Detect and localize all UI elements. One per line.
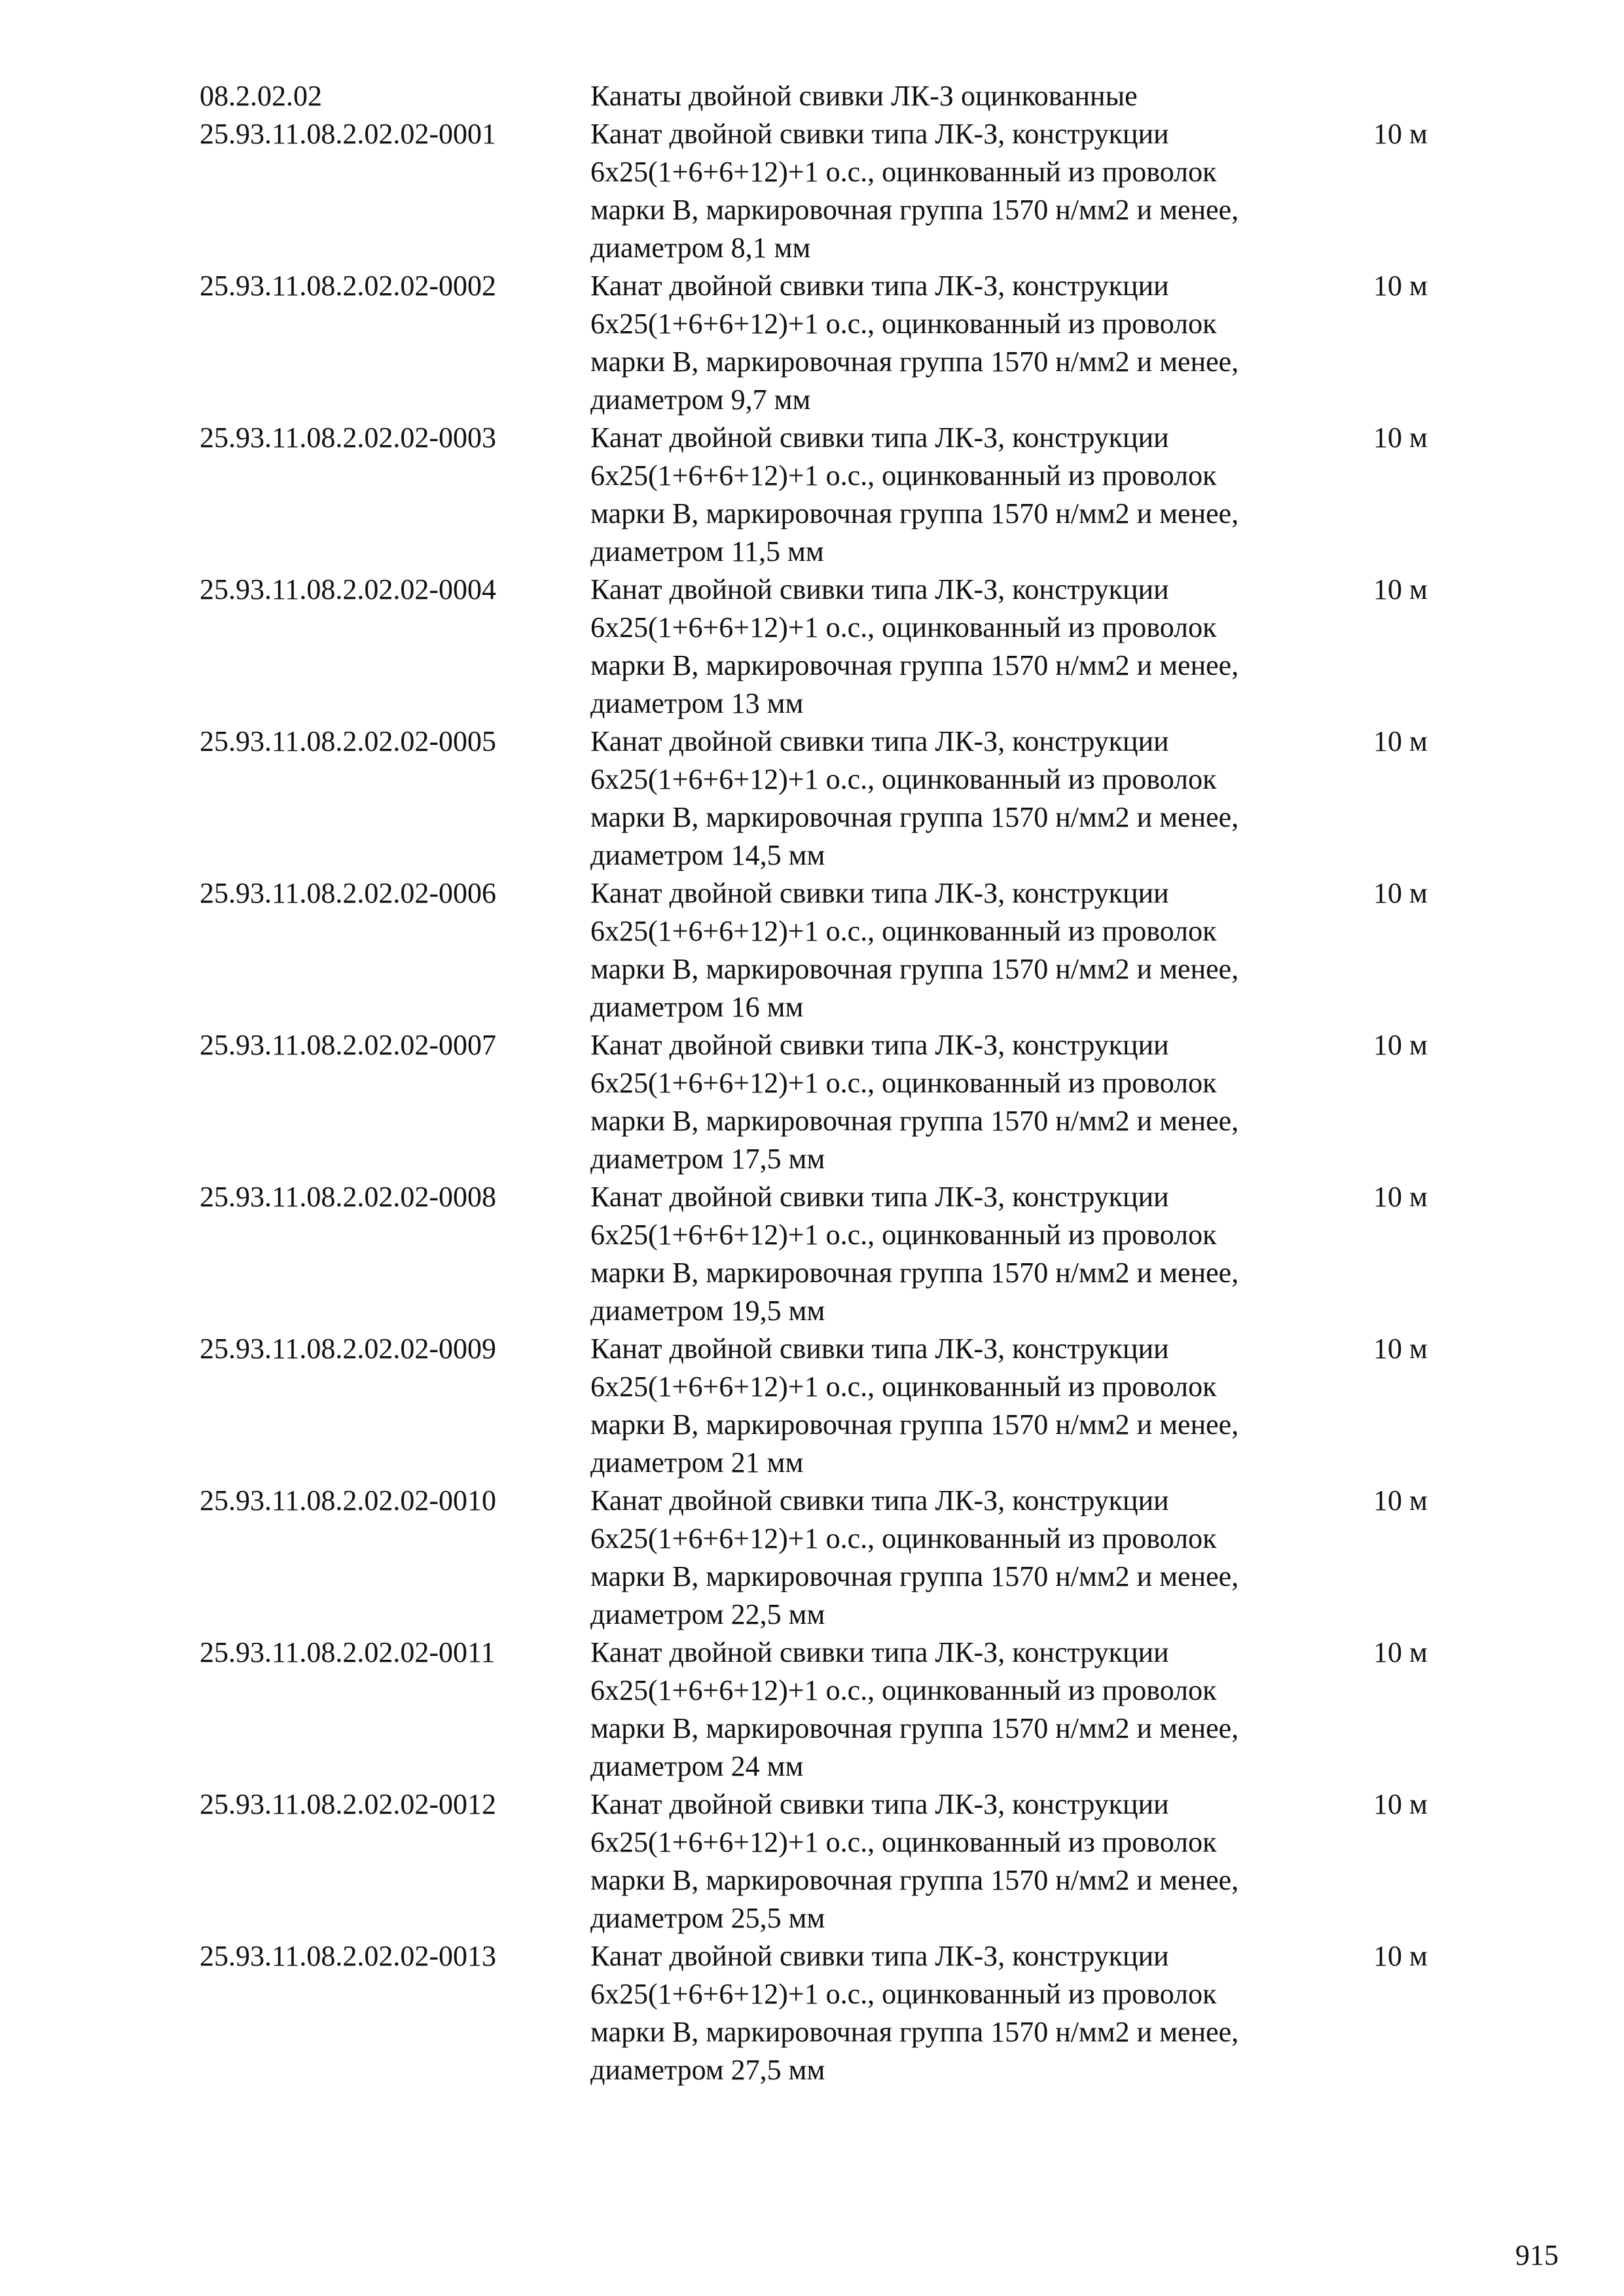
item-unit: 10 м: [1373, 118, 1428, 150]
item-code: 25.93.11.08.2.02.02-0010: [200, 1484, 497, 1516]
item-description-line: Канат двойной свивки типа ЛК-З, конструкции: [590, 1636, 1169, 1668]
item-description-line: 6х25(1+6+6+12)+1 о.с., оцинкованный из проволок: [590, 459, 1217, 492]
item-description-line: марки В, маркировочная группа 1570 н/мм2 и менее,: [590, 1864, 1239, 1896]
item-description-line: Канат двойной свивки типа ЛК-З, конструкции: [590, 1029, 1169, 1061]
item-description-line: марки В, маркировочная группа 1570 н/мм2 и менее,: [590, 1560, 1239, 1592]
item-description: [590, 571, 1373, 723]
item-row: [200, 115, 1456, 267]
item-unit: 10 м: [1373, 573, 1428, 605]
item-description-line: марки В, маркировочная группа 1570 н/мм2 и менее,: [590, 953, 1239, 985]
item-description-line: 6х25(1+6+6+12)+1 о.с., оцинкованный из проволок: [590, 1371, 1217, 1403]
item-description-line: диаметром 17,5 мм: [590, 1143, 825, 1175]
item-row: [200, 1634, 1456, 1785]
group-title: [590, 77, 1373, 115]
item-description-line: Канат двойной свивки типа ЛК-З, конструкции: [590, 1940, 1169, 1972]
item-description-line: Канат двойной свивки типа ЛК-З, конструкции: [590, 422, 1169, 454]
item-description-line: марки В, маркировочная группа 1570 н/мм2 и менее,: [590, 2016, 1239, 2048]
item-description-line: Канат двойной свивки типа ЛК-З, конструкции: [590, 270, 1169, 302]
item-code: 25.93.11.08.2.02.02-0009: [200, 1333, 497, 1365]
item-description-line: марки В, маркировочная группа 1570 н/мм2 и менее,: [590, 346, 1239, 378]
item-description-line: диаметром 24 мм: [590, 1750, 804, 1782]
item-description-line: диаметром 9,7 мм: [590, 384, 811, 416]
item-description: [590, 1026, 1373, 1178]
item-unit: 10 м: [1373, 725, 1428, 757]
item-description-line: Канат двойной свивки типа ЛК-З, конструкции: [590, 573, 1169, 605]
item-description-line: диаметром 21 мм: [590, 1446, 804, 1479]
item-code: 25.93.11.08.2.02.02-0013: [200, 1940, 497, 1972]
item-description-line: 6х25(1+6+6+12)+1 о.с., оцинкованный из проволок: [590, 1219, 1217, 1251]
item-code: 25.93.11.08.2.02.02-0004: [200, 573, 497, 605]
item-row: [200, 1937, 1456, 2089]
group-title-text: Канаты двойной свивки ЛК-З оцинкованные: [590, 80, 1138, 112]
item-description: [590, 1785, 1373, 1937]
item-description-line: марки В, маркировочная группа 1570 н/мм2 и менее,: [590, 1105, 1239, 1137]
item-description: [590, 1634, 1373, 1785]
item-description: [590, 874, 1373, 1026]
group-code: 08.2.02.02: [200, 80, 322, 112]
item-description: [590, 1178, 1373, 1330]
item-description-line: 6х25(1+6+6+12)+1 о.с., оцинкованный из проволок: [590, 1674, 1217, 1706]
item-description-line: диаметром 13 мм: [590, 687, 804, 719]
item-description-line: 6х25(1+6+6+12)+1 о.с., оцинкованный из проволок: [590, 763, 1217, 795]
item-description-line: 6х25(1+6+6+12)+1 о.с., оцинкованный из проволок: [590, 915, 1217, 947]
item-description-line: марки В, маркировочная группа 1570 н/мм2 и менее,: [590, 194, 1239, 226]
item-description-line: Канат двойной свивки типа ЛК-З, конструкции: [590, 1181, 1169, 1213]
item-unit: 10 м: [1373, 1636, 1428, 1668]
item-unit: 10 м: [1373, 1788, 1428, 1820]
item-code: 25.93.11.08.2.02.02-0001: [200, 118, 497, 150]
item-unit: 10 м: [1373, 1940, 1428, 1972]
item-description-line: диаметром 11,5 мм: [590, 535, 824, 567]
group-header-row: [200, 77, 1456, 115]
item-description: [590, 1482, 1373, 1634]
item-description: [590, 115, 1373, 267]
item-row: [200, 874, 1456, 1026]
item-description-line: марки В, маркировочная группа 1570 н/мм2 и менее,: [590, 649, 1239, 681]
item-description-line: марки В, маркировочная группа 1570 н/мм2 и менее,: [590, 1408, 1239, 1441]
item-description-line: Канат двойной свивки типа ЛК-З, конструкции: [590, 877, 1169, 909]
item-description: [590, 419, 1373, 571]
item-description-line: 6х25(1+6+6+12)+1 о.с., оцинкованный из проволок: [590, 1067, 1217, 1099]
item-description-line: марки В, маркировочная группа 1570 н/мм2 и менее,: [590, 497, 1239, 529]
item-row: [200, 419, 1456, 571]
item-code: 25.93.11.08.2.02.02-0011: [200, 1636, 496, 1668]
item-description-line: марки В, маркировочная группа 1570 н/мм2 и менее,: [590, 1712, 1239, 1744]
item-unit: 10 м: [1373, 877, 1428, 909]
item-row: [200, 571, 1456, 723]
item-row: [200, 267, 1456, 419]
item-description-line: 6х25(1+6+6+12)+1 о.с., оцинкованный из проволок: [590, 611, 1217, 643]
item-unit: 10 м: [1373, 1484, 1428, 1516]
item-description-line: 6х25(1+6+6+12)+1 о.с., оцинкованный из проволок: [590, 1522, 1217, 1554]
item-row: [200, 1026, 1456, 1178]
price-list-table: [200, 77, 1456, 2089]
page-number: 915: [1515, 2239, 1559, 2271]
item-description-line: диаметром 14,5 мм: [590, 839, 825, 871]
item-code: 25.93.11.08.2.02.02-0008: [200, 1181, 497, 1213]
item-description-line: Канат двойной свивки типа ЛК-З, конструкции: [590, 1333, 1169, 1365]
item-description-line: Канат двойной свивки типа ЛК-З, конструкции: [590, 725, 1169, 757]
item-row: [200, 1785, 1456, 1937]
item-row: [200, 1178, 1456, 1330]
item-description-line: диаметром 16 мм: [590, 991, 804, 1023]
item-description-line: 6х25(1+6+6+12)+1 о.с., оцинкованный из проволок: [590, 308, 1217, 340]
item-unit: 10 м: [1373, 1029, 1428, 1061]
item-unit: 10 м: [1373, 1181, 1428, 1213]
item-description-line: 6х25(1+6+6+12)+1 о.с., оцинкованный из проволок: [590, 1826, 1217, 1858]
item-unit: 10 м: [1373, 1333, 1428, 1365]
item-description-line: диаметром 22,5 мм: [590, 1598, 825, 1630]
item-description: [590, 267, 1373, 419]
item-description-line: Канат двойной свивки типа ЛК-З, конструкции: [590, 1788, 1169, 1820]
item-code: 25.93.11.08.2.02.02-0003: [200, 422, 497, 454]
item-code: 25.93.11.08.2.02.02-0012: [200, 1788, 497, 1820]
item-description-line: 6х25(1+6+6+12)+1 о.с., оцинкованный из проволок: [590, 1978, 1217, 2010]
item-row: [200, 1482, 1456, 1634]
item-description-line: диаметром 8,1 мм: [590, 232, 811, 264]
item-code: 25.93.11.08.2.02.02-0005: [200, 725, 497, 757]
item-description-line: марки В, маркировочная группа 1570 н/мм2 и менее,: [590, 801, 1239, 833]
item-row: [200, 723, 1456, 874]
item-code: 25.93.11.08.2.02.02-0002: [200, 270, 497, 302]
item-list: [200, 115, 1456, 2089]
item-description-line: диаметром 25,5 мм: [590, 1902, 825, 1934]
item-description-line: марки В, маркировочная группа 1570 н/мм2 и менее,: [590, 1257, 1239, 1289]
item-description-line: Канат двойной свивки типа ЛК-З, конструкции: [590, 1484, 1169, 1516]
item-description: [590, 1937, 1373, 2089]
item-code: 25.93.11.08.2.02.02-0006: [200, 877, 497, 909]
item-unit: 10 м: [1373, 270, 1428, 302]
item-code: 25.93.11.08.2.02.02-0007: [200, 1029, 497, 1061]
item-description-line: диаметром 27,5 мм: [590, 2054, 825, 2086]
item-unit: 10 м: [1373, 422, 1428, 454]
item-description: [590, 1330, 1373, 1482]
item-description-line: диаметром 19,5 мм: [590, 1295, 825, 1327]
item-description: [590, 723, 1373, 874]
item-row: [200, 1330, 1456, 1482]
item-description-line: 6х25(1+6+6+12)+1 о.с., оцинкованный из проволок: [590, 156, 1217, 188]
item-description-line: Канат двойной свивки типа ЛК-З, конструкции: [590, 118, 1169, 150]
